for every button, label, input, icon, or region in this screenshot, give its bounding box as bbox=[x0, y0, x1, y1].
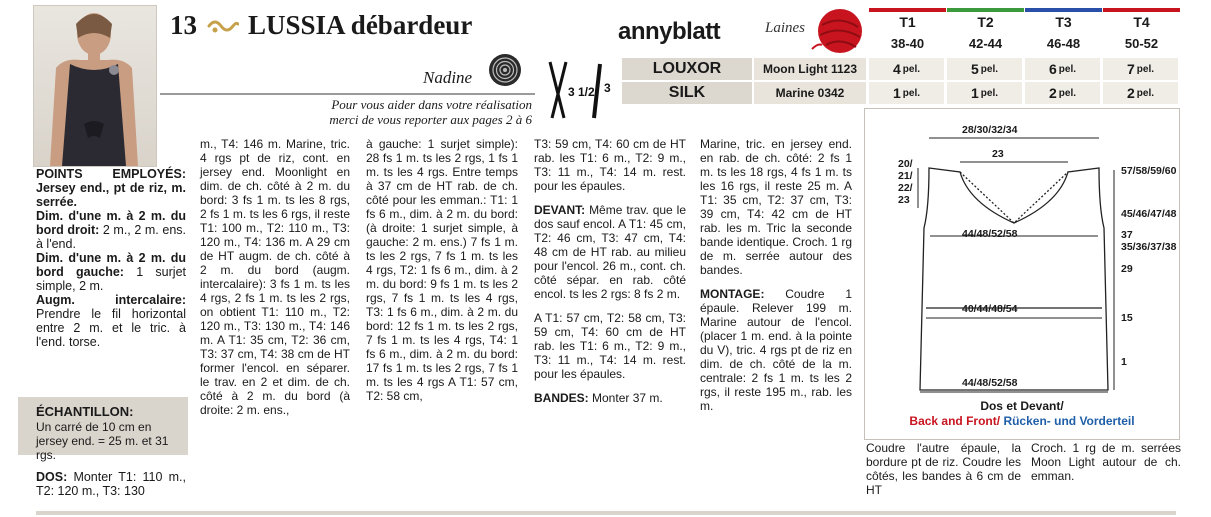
knitting-needles-icon bbox=[542, 58, 622, 124]
yarn-qty: 2 pel. bbox=[1103, 82, 1178, 104]
brand-logo: annyblatt bbox=[618, 18, 721, 45]
dim-right-1: 57/58/59/60 bbox=[1121, 165, 1177, 177]
diagram-caption-translations: Back and Front/ Rücken- und Vorderteil bbox=[909, 414, 1135, 428]
dos-start: DOS: Monter T1: 110 m., T2: 120 m., T3: 130 bbox=[36, 470, 186, 498]
designer-name: Nadine bbox=[423, 68, 473, 87]
help-note bbox=[240, 97, 532, 127]
brand-sub: Laines bbox=[765, 20, 806, 36]
bottom-rule bbox=[36, 511, 1176, 515]
dim-right-7: 1 bbox=[1121, 356, 1127, 368]
pattern-title: LUSSIA débardeur bbox=[248, 10, 473, 40]
yarn-name-silk: SILK bbox=[622, 82, 752, 104]
column-instructions-4: Marine, tric. en jersey end. en rab. de ch. côté: 2 fs 1 m. ts les 18 rgs, 4 fs 1 m. ts les 16 rgs, il reste 25 m. A T1: 35 cm, T2: 37 cm, T3: 39 cm, T4: 42 cm de HT rab. les m. Tric la seconde bande identique. Croch. 1 rg de m. serrée autour des bandes. MONTAGE: Coudre 1 épaule. Relever 199 m. Marine autour de l'encol. (placer 1 m. end. à la pointe du V), tric. 4 rgs pt de riz en dim. de ch. côté de la m. centrale: 2 fs 1 m. ts les 2 rgs, il reste 195 m., rab. les m. bbox=[700, 137, 852, 413]
column-finishing-1: Coudre l'autre épaule, la bordure pt de riz. Coudre les côtés, les bandes à 6 cm de HT bbox=[866, 441, 1021, 497]
red-yarn-ball-icon bbox=[810, 5, 866, 57]
yarn-qty: 5 pel. bbox=[947, 58, 1022, 80]
needle-size-1: 3 1/2 bbox=[568, 85, 595, 99]
yarn-qty: 1 pel. bbox=[869, 82, 944, 104]
dim-left-top: 20/ 21/ 22/ 23 bbox=[898, 158, 913, 206]
garment-schematic bbox=[864, 108, 1180, 408]
dim-right-4: 35/36/37/38 bbox=[1121, 241, 1177, 253]
help-note-line-1: Pour vous aider dans votre réalisation bbox=[331, 97, 532, 112]
flourish-icon bbox=[207, 16, 239, 36]
yarn-qty: 2 pel. bbox=[1025, 82, 1100, 104]
dim-top-width: 28/30/32/34 bbox=[962, 124, 1018, 136]
size-t1-measure: 38-40 bbox=[869, 31, 946, 55]
yarn-ball-icon bbox=[488, 53, 522, 87]
size-t3-label: T3 bbox=[1025, 8, 1102, 32]
yarn-name-louxor: LOUXOR bbox=[622, 58, 752, 80]
diagram-caption-french: Dos et Devant/ bbox=[980, 399, 1064, 413]
column-finishing-2: Croch. 1 rg de m. serrées Moon Light autour de ch. emman. bbox=[1031, 441, 1181, 483]
size-t1-label: T1 bbox=[869, 8, 946, 32]
yarn-qty: 6 pel. bbox=[1025, 58, 1100, 80]
column-instructions-3: T3: 59 cm, T4: 60 cm de HT rab. les T1: 6 m., T2: 9 m., T3: 11 m., T4: 14 m. rest. pour les épaules. DEVANT: Même trav. que le dos sauf encol. A T1: 45 cm, T2: 46 cm, T3: 47 cm, T4: 48 cm de HT rab. au milieu pour l'encol. 26 m., cont. ch. côté sépar. en rab. côté encol. ts les 2 rgs: 8 fs 2 m. A T1: 57 cm, T2: 58 cm, T3: 59 cm, T4: 60 cm de HT rab. les T1: 6 m., T2: 9 m., T3: 11 m., T4: 14 m. rest. pour les épaules. BANDES: Monter 37 m. bbox=[534, 137, 686, 405]
gauge-title: ÉCHANTILLON: bbox=[36, 404, 134, 419]
size-t4-measure: 50-52 bbox=[1103, 31, 1180, 55]
column-materials: POINTS EMPLOYÉS: Jersey end., pt de riz, m. serrée. Dim. d'une m. à 2 m. du bord droit: 2 m., 2 m. ens. à l'end. Dim. d'une m. à 2 m. du bord gauche: 1 surjet simple, 2 m. Augm. intercalaire: Prendre le fil horizontal entre 2 m. et le tric. à l'end. torse. bbox=[36, 167, 186, 349]
dim-right-3: 37 bbox=[1121, 229, 1133, 241]
gauge-text: Un carré de 10 cm en jersey end. = 25 m. et 31 rgs. bbox=[36, 420, 169, 462]
size-t3-measure: 46-48 bbox=[1025, 31, 1102, 55]
needle-size-2: 3 bbox=[604, 81, 611, 95]
help-note-line-2: merci de vous reporter aux pages 2 à 6 bbox=[329, 112, 532, 127]
yarn-qty: 4 pel. bbox=[869, 58, 944, 80]
dim-chest-width: 44/48/52/58 bbox=[962, 228, 1018, 240]
column-instructions-1: m., T4: 146 m. Marine, tric. 4 rgs pt de riz, cont. en jersey end. Moonlight en dim. de ch. côté à 2 m. du bord: 3 fs 1 m. ts les 8 rgs, 2 fs 1 m. ts les 6 rgs, il reste T1: 100 m., T2: 110 m., T3: 120 m., T4: 136 m. A 29 cm de HT augm. de ch. côté à 2 m. du bord (augm. intercalaire): 3 fs 1 m. ts les 4 rgs, 2 fs 1 m. ts les 2 rgs, on obtient T1: 110 m., T2: 120 m., T3: 130 m., T4: 146 m. A T1: 35 cm, T2: 36 cm, T3: 37 cm, T4: 38 cm de HT former l'encol. en séparer. le trav. en 2 et dim. de ch. côté à 2 m. du bord (à droite: 2 m. ens., bbox=[200, 137, 350, 417]
model-photo bbox=[33, 5, 157, 167]
dim-right-5: 29 bbox=[1121, 263, 1133, 275]
yarn-color-louxor: Moon Light 1123 bbox=[754, 58, 866, 80]
dim-waist-width: 40/44/48/54 bbox=[962, 303, 1018, 315]
size-t4-label: T4 bbox=[1103, 8, 1180, 32]
pattern-number: 13 bbox=[170, 10, 197, 40]
yarn-qty: 7 pel. bbox=[1103, 58, 1178, 80]
yarn-qty: 1 pel. bbox=[947, 82, 1022, 104]
yarn-color-silk: Marine 0342 bbox=[754, 82, 866, 104]
header-rule bbox=[160, 93, 535, 95]
dim-right-2: 45/46/47/48 bbox=[1121, 208, 1177, 220]
size-t2-measure: 42-44 bbox=[947, 31, 1024, 55]
size-t2-label: T2 bbox=[947, 8, 1024, 32]
column-instructions-2: à gauche: 1 surjet simple): 28 fs 1 m. ts les 2 rgs, 1 fs 1 m. ts les 4 rgs. Entre temps à 37 cm de HT rab. de ch. côté pour les emman.: T1: 1 fs 6 m., dim. à 2 m. du bord: (à droite: 1 surjet simple, à gauche: 2 m. ens.) 7 fs 1 m. ts les 2 rgs, 7 fs 1 m. ts les 4 rgs, T2: 1 fs 6 m., dim. à 2 m. du bord: 9 fs 1 m. ts les 2 rgs, 7 fs 1 m. ts les 4 rgs, T3: 1 fs 6 m., dim. à 2 m. du bord: 12 fs 1 m. ts les 2 rgs, 7 fs 1 m. ts les 4 rgs, T4: 1 fs 6 m., dim. à 2 m. du bord: 17 fs 1 m. ts les 2 rgs, 7 fs 1 m. ts les 4 rgs A T1: 57 cm, T2: 58 cm, bbox=[366, 137, 518, 403]
dim-hem-width: 44/48/52/58 bbox=[962, 377, 1018, 389]
dim-right-6: 15 bbox=[1121, 312, 1133, 324]
dim-neck-width: 23 bbox=[992, 148, 1004, 160]
